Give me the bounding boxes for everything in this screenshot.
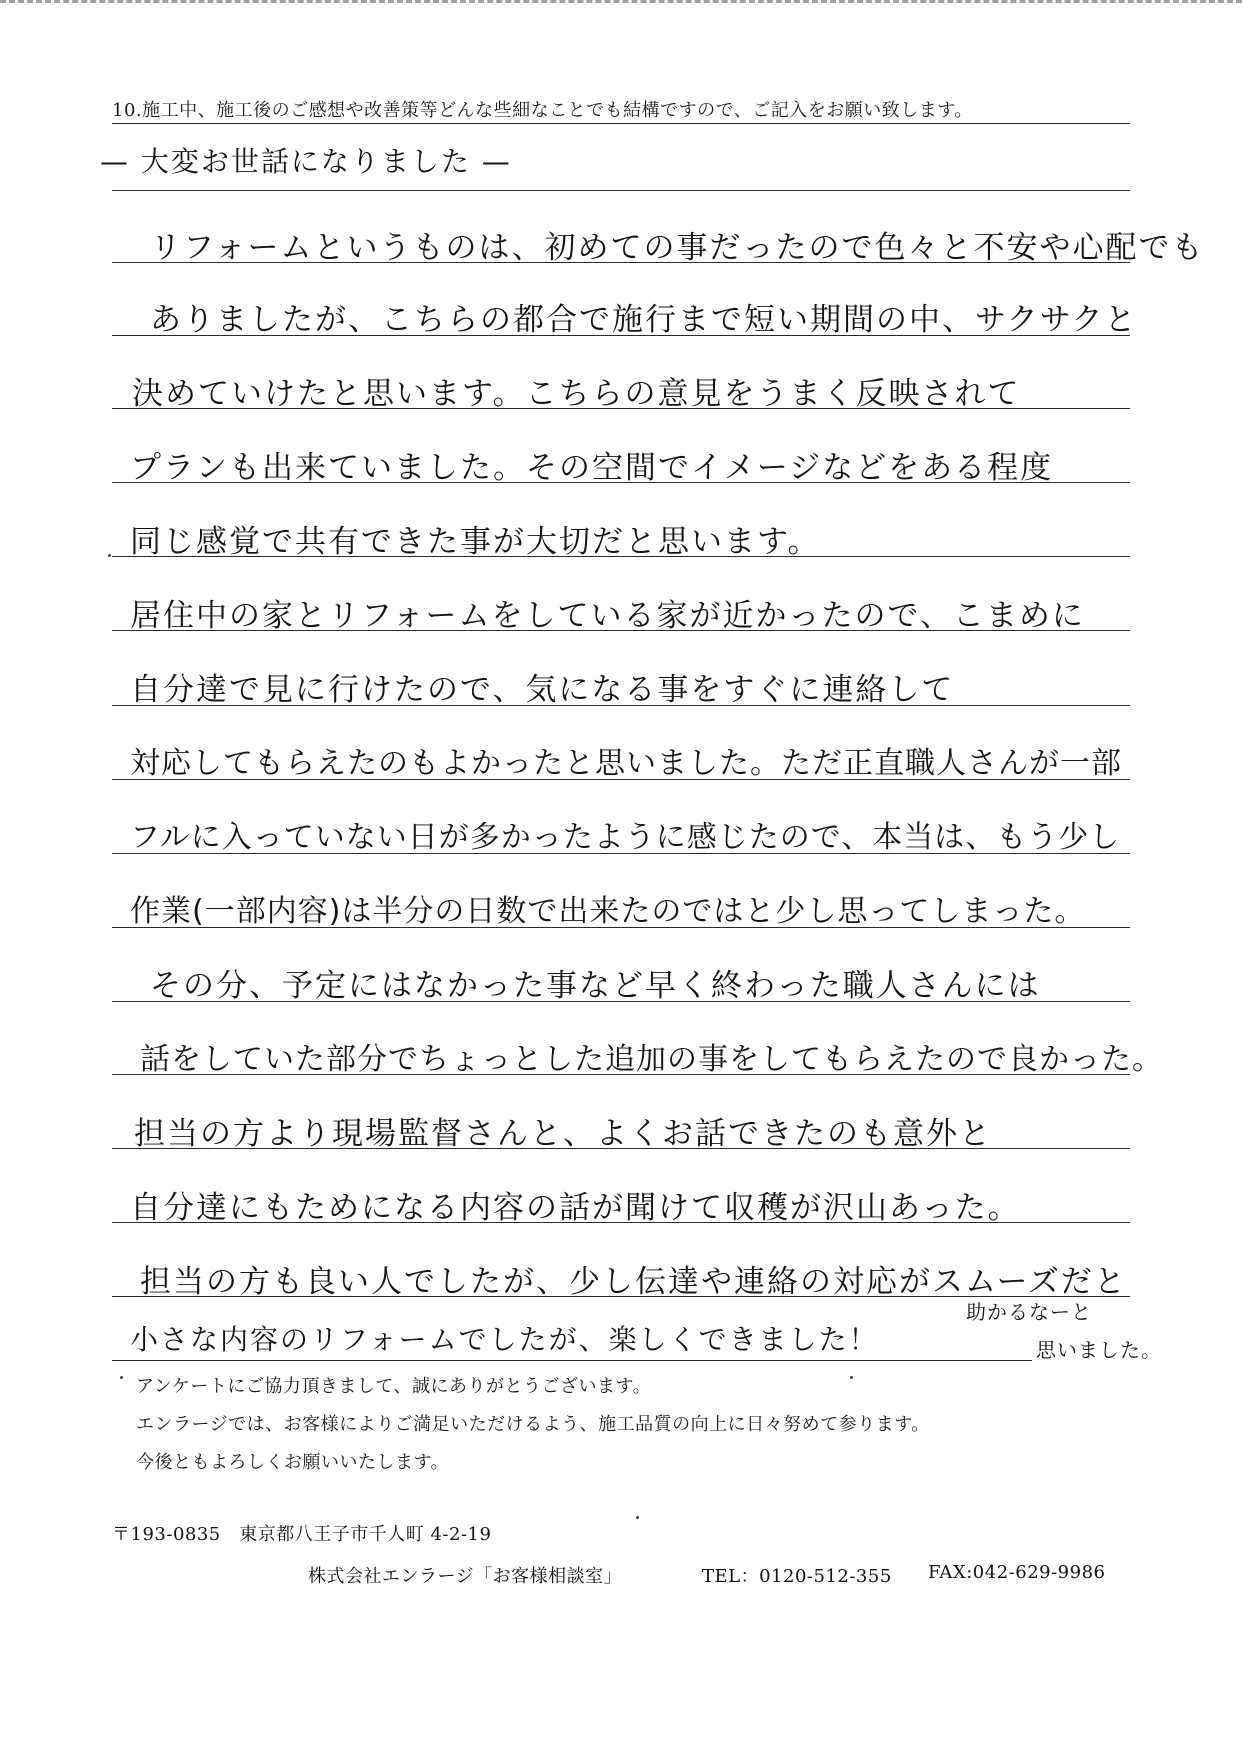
postal-address: 〒193-0835 東京都八王子市千人町 4-2-19 [112, 1524, 492, 1545]
handwritten-line: プランも出来ていました。その空間でイメージなどをある程度 [130, 450, 1054, 486]
handwritten-line: 話をしていた部分でちょっとした追加の事をしてもらえたので良かった。 [140, 1042, 1163, 1077]
closing-regards: 今後ともよろしくお願いいたします。 [136, 1452, 450, 1473]
top-edge-scan-mark [0, 0, 1242, 9]
scan-speck [108, 554, 111, 557]
fax-number: FAX:042-629-9986 [928, 1562, 1106, 1583]
survey-question: 10.施工中、施工後のご感想や改善策等どんな些細なことでも結構ですので、ご記入をお願い致します。 [112, 100, 973, 121]
handwritten-margin-note: 助かるなーと [966, 1300, 1092, 1324]
telephone-number: TEL：0120-512-355 [702, 1566, 892, 1587]
handwritten-line: 担当の方より現場監督さんと、よくお話できたのも意外と [134, 1116, 992, 1152]
handwritten-line: 決めていけたと思います。こちらの意見をうまく反映されて [132, 376, 1021, 412]
scan-speck [120, 1376, 123, 1379]
company-name: 株式会社エンラージ「お客様相談室」 [308, 1566, 623, 1587]
handwritten-line: 居住中の家とリフォームをしている家が近かったので、こまめに [130, 598, 1085, 634]
scan-speck [636, 1516, 639, 1519]
handwritten-line: ありましたが、こちらの都合で施行まで短い期間の中、サクサクと [150, 302, 1138, 338]
handwritten-line: 自分達にもためになる内容の話が聞けて収穫が沢山あった。 [130, 1190, 1021, 1226]
scan-speck [850, 1376, 853, 1379]
closing-commitment: エンラージでは、お客様によりご満足いただけるよう、施工品質の向上に日々努めて参ります。 [136, 1414, 930, 1435]
handwritten-line: 同じ感覚で共有できた事が大切だと思います。 [130, 524, 821, 560]
question-underline [112, 123, 1130, 124]
handwritten-line: 小さな内容のリフォームでしたが、楽しくできました！ [130, 1323, 879, 1356]
handwritten-line: 対応してもらえたのもよかったと思いました。ただ正直職人さんが一部 [130, 746, 1122, 781]
handwritten-heading: — 大変お世話になりました — [100, 145, 512, 178]
handwritten-margin-note: 思いました。 [1036, 1338, 1162, 1362]
handwritten-line: フルに入っていない日が多かったように感じたので、本当は、もう少し [130, 820, 1121, 855]
handwritten-line: リフォームというものは、初めての事だったので色々と不安や心配でも [150, 230, 1205, 266]
handwritten-line: 作業(一部内容)は半分の日数で出来たのではと少し思ってしまった。 [130, 894, 1086, 929]
handwritten-line: 担当の方も良い人でしたが、少し伝達や連絡の対応がスムーズだと [140, 1264, 1127, 1300]
ruled-line [112, 190, 1130, 191]
ruled-line [112, 1360, 1032, 1361]
handwritten-line: 自分達で見に行けたので、気になる事をすぐに連絡して [130, 672, 955, 708]
closing-thanks: アンケートにご協力頂きまして、誠にありがとうございます。 [136, 1376, 652, 1397]
handwritten-line: その分、予定にはなかった事など早く終わった職人さんには [150, 968, 1041, 1004]
